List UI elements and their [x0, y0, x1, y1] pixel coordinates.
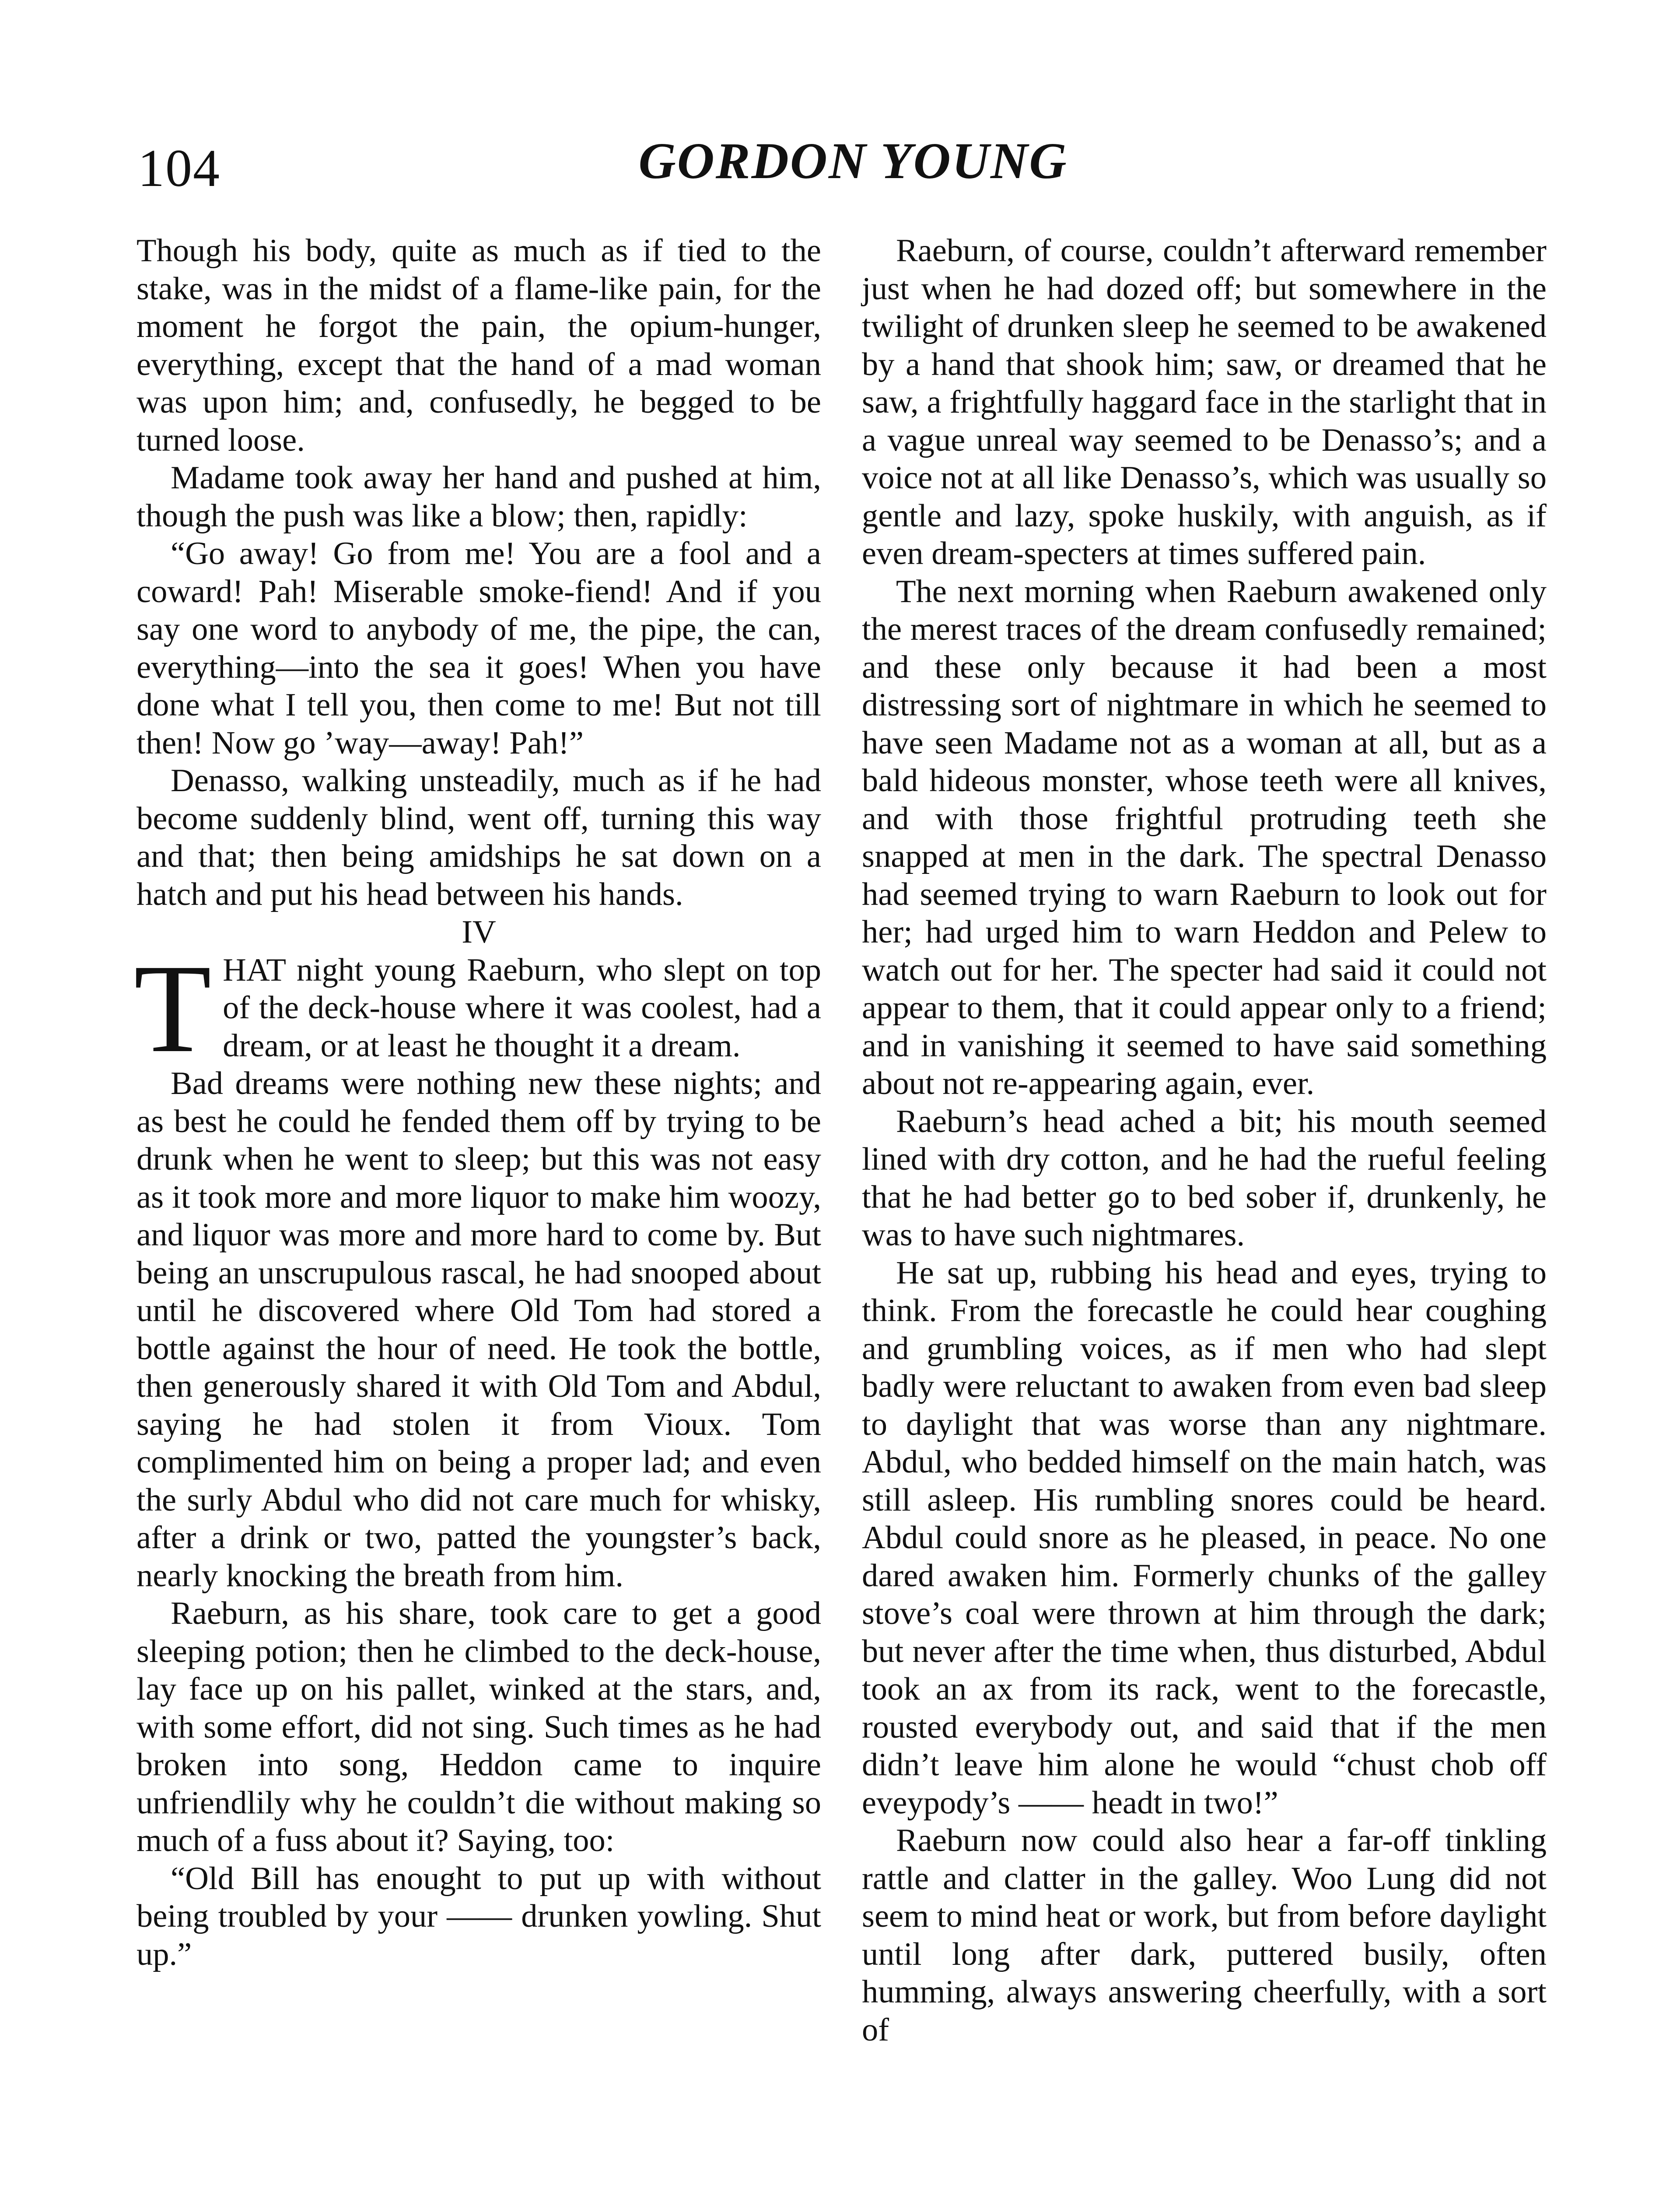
drop-cap: T	[134, 938, 212, 1079]
paragraph-text: HAT night young Raeburn, who slept on top of the deck-house where it was coolest, had a dream, or at least he thought it a dream.	[223, 952, 821, 1064]
paragraph: Madame took away her hand and pushed at him, though the push was like a blow; then, rapidly:	[136, 460, 821, 534]
paragraph-with-dropcap	[134, 938, 821, 1079]
running-head-title: GORDON YOUNG	[638, 132, 1068, 189]
left-column	[136, 232, 821, 1973]
paragraph: Denasso, walking unsteadily, much as if he had become suddenly blind, went off, turning this way and that; then being amidships he sat down on a hatch and put his head between his hands.	[136, 763, 821, 912]
paragraph: “Old Bill has enought to put up with without being troubled by your —— drunken yowling. Shut up.”	[136, 1860, 821, 1972]
section-heading: IV	[462, 914, 496, 950]
paragraph: Raeburn, of course, couldn’t afterward remember just when he had dozed off; but somewhere in the twilight of drunken sleep he seemed to be awakened by a hand that shook him; saw, or dreamed that he saw, a frightfully haggard face in the starlight that in a vague unreal way seemed to be Denasso’s; and a voice not at all like Denasso’s, which was usually so gentle and lazy, spoke huskily, with anguish, as if even dream-specters at times suffered pain.	[862, 233, 1547, 572]
paragraph: Bad dreams were nothing new these nights; and as best he could he fended them off by trying to be drunk when he went to sleep; but this was not easy as it took more and more liquor to make him woozy, and liquor was more and more hard to come by. But being an unscrupulous rascal, he had snooped about until he discovered where Old Tom had stored a bottle against the hour of need. He took the bottle, then generously shared it with Old Tom and Abdul, saying he had stolen it from Vioux. Tom complimented him on being a proper lad; and even the surly Abdul who did not care much for whisky, after a drink or two, patted the youngster’s back, nearly knocking the breath from him.	[136, 1066, 821, 1594]
paragraph: Raeburn’s head ached a bit; his mouth seemed lined with dry cotton, and he had the rueful feeling that he had better go to bed sober if, drunkenly, he was to have such nightmares.	[862, 1103, 1547, 1253]
paragraph: He sat up, rubbing his head and eyes, trying to think. From the forecastle he could hear coughing and grumbling voices, as if men who had slept badly were reluctant to awaken from even bad sleep to daylight that was worse than any nightmare. Abdul, who bedded himself on the main hatch, was still asleep. His rumbling snores could be heard. Abdul could snore as he pleased, in peace. No one dared awaken him. Formerly chunks of the galley stove’s coal were thrown at him through the dark; but never after the time when, thus disturbed, Abdul took an ax from its rack, went to the forecastle, rousted everybody out, and said that if the men didn’t leave him alone he would “chust chob off eveypody’s —— headt in two!”	[862, 1255, 1547, 1821]
paragraph: Raeburn, as his share, took care to get a good sleeping potion; then he climbed to the deck-house, lay face up on his pallet, winked at the stars, and, with some effort, did not sing. Such times as he had broken into song, Heddon came to inquire unfriendlily why he couldn’t die without making so much of a fuss about it? Saying, too:	[136, 1595, 821, 1858]
right-column	[862, 232, 1547, 2049]
paragraph: Though his body, quite as much as if tied to the stake, was in the midst of a flame-like pain, for the moment he forgot the pain, the opium-hunger, everything, except that the hand of a mad woman was upon him; and, confusedly, he begged to be turned loose.	[136, 233, 821, 458]
page-number: 104	[138, 139, 220, 198]
paragraph: Raeburn now could also hear a far-off tinkling rattle and clatter in the galley. Woo Lung did not seem to mind heat or work, but from before daylight until long after dark, puttered busily, often humming, always answering cheerfully, with a sort of	[862, 1823, 1547, 2048]
paragraph: “Go away! Go from me! You are a fool and a coward! Pah! Miserable smoke-fiend! And if you say one word to anybody of me, the pipe, the can, everything—into the sea it goes! When you have done what I tell you, then come to me! But not till then! Now go ’way—away! Pah!”	[136, 536, 821, 761]
paragraph: The next morning when Raeburn awakened only the merest traces of the dream confusedly remained; and these only because it had been a most distressing sort of nightmare in which he seemed to have seen Madame not as a woman at all, but as a bald hideous monster, whose teeth were all knives, and with those frightful protruding teeth she snapped at men in the dark. The spectral Denasso had seemed trying to warn Raeburn to look out for her; had urged him to warn Heddon and Pelew to watch out for her. The specter had said it could not appear to them, that it could appear only to a friend; and in vanishing it seemed to have said something about not re-appearing again, ever.	[862, 573, 1547, 1101]
